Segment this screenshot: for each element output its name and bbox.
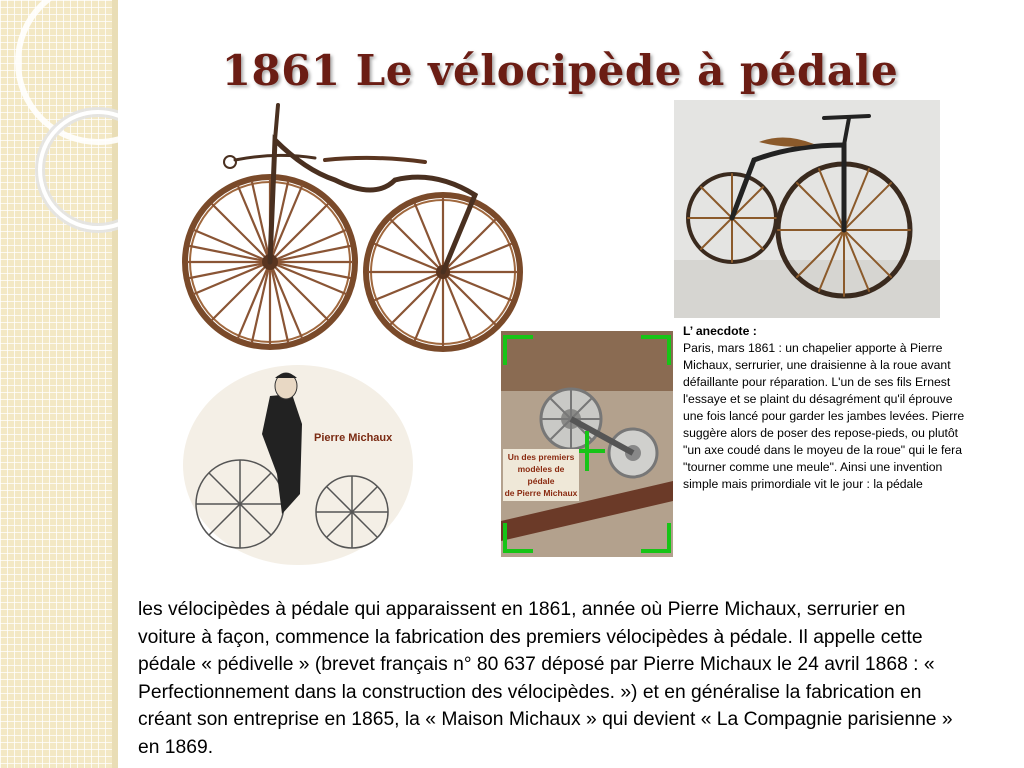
early-pedal-photo	[501, 331, 673, 557]
body-paragraph: les vélocipèdes à pédale qui apparaissent en 1861, année où Pierre Michaux, serrurier en voiture à façon, commence la fabrication des premiers vélocipèdes à pédale. Il appelle cette pédale « pédivelle » (brevet français n° 80 637 déposé par Pierre Michaux le 24 avril 1868 : « Perfectionnement dans la construction des vélocipèdes. ») et en généralise la fabrication en créant son entreprise en 1865, la « Maison Michaux » qui devient « La Compagnie parisienne » en 1869.	[138, 599, 953, 758]
velocipede-illustration	[175, 100, 525, 360]
michaux-name-label: Pierre Michaux	[314, 432, 393, 444]
pedal-caption-line: Un des premiers	[507, 452, 575, 462]
anecdote-block	[683, 323, 973, 493]
velocipede-photo	[674, 100, 940, 318]
pedal-caption-line: modèles de pédale	[517, 464, 565, 486]
michaux-engraving	[182, 364, 414, 566]
anecdote-text: Paris, mars 1861 : un chapelier apporte à Pierre Michaux, serrurier, une draisienne à la roue avant défaillante pour réparation. L'un de ses fils Ernest l'essaye et se plaint du désagrément qu'il éprouve une fois lancé pour garder les jambes levées. Pierre suggère alors de poser des repose-pieds, ou plutôt "un axe coudé dans le moyeu de la roue" qui le fera "tourner comme une meule". Ainsi une invention simple mais primordiale vit le jour : la pédale	[683, 341, 965, 491]
pedal-image	[501, 331, 673, 557]
anecdote-heading: L’ anecdote :	[683, 324, 757, 338]
slide-title: 1861 Le vélocipède à pédale	[221, 46, 899, 95]
decorative-side-panel	[0, 0, 118, 768]
pierre-michaux-portrait	[182, 364, 414, 566]
pedal-caption-box	[503, 449, 579, 501]
pedal-caption-line: de Pierre Michaux	[504, 488, 578, 498]
